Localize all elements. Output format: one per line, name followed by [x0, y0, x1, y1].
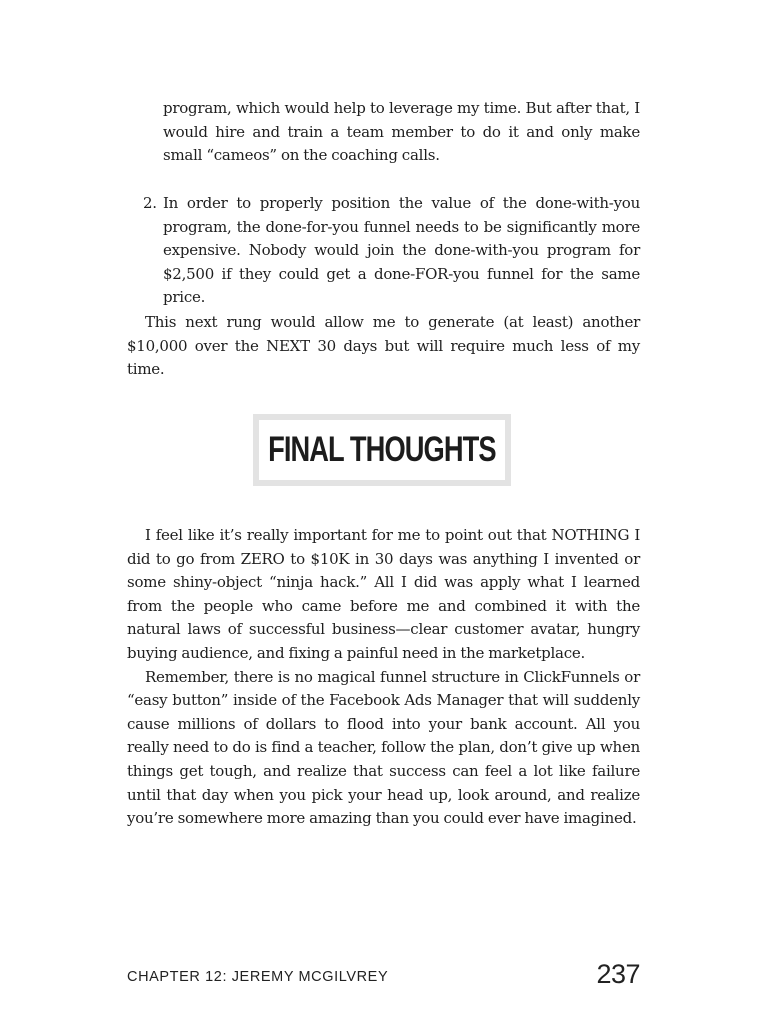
body-paragraph: I feel like it’s really important for me to point out that NOTHING I did to go from ZERO to $10K in 30 days was anything I invented or some shiny-object “ninja hack.” All I did was apply what I learned from the people who came before me and combined it with the natural laws of successful business—clear customer avatar, hungry buying audience, and fixing a painful need in the marketplace. [127, 526, 640, 662]
section-closing-paragraph: This next rung would allow me to generate (at least) another $10,000 over the NEXT 30 days but will require much less of my time. [127, 313, 640, 379]
continued-list-item-paragraph: program, which would help to leverage my time. But after that, I would hire and train a team member to do it and only make small “cameos” on the coaching calls. [163, 99, 640, 165]
body-text [127, 524, 640, 831]
list-item [143, 192, 640, 310]
section-heading-box [253, 414, 511, 486]
running-footer-chapter: CHAPTER 12: JEREMY MCGILVREY [127, 969, 389, 985]
page-number: 237 [596, 959, 640, 989]
body-paragraph: Remember, there is no magical funnel structure in ClickFunnels or “easy button” inside of the Facebook Ads Manager that will suddenly cause millions of dollars to flood into your bank account. All you really need to do is find a teacher, follow the plan, don’t give up when things get tough, and realize that success can feel a lot like failure until that day when you pick your head up, look around, and realize you’re somewhere more amazing than you could ever have imagined. [127, 667, 640, 828]
section-heading: FINAL THOUGHTS [268, 430, 496, 469]
list-item-number: 2. [143, 194, 157, 212]
list-item-text: In order to properly position the value of the done-with-you program, the done-for-you funnel needs to be significantly more expensive. Nobody would join the done-with-you program for $2,500 if they could get a done-FOR-you funnel for the same price. [163, 194, 640, 307]
